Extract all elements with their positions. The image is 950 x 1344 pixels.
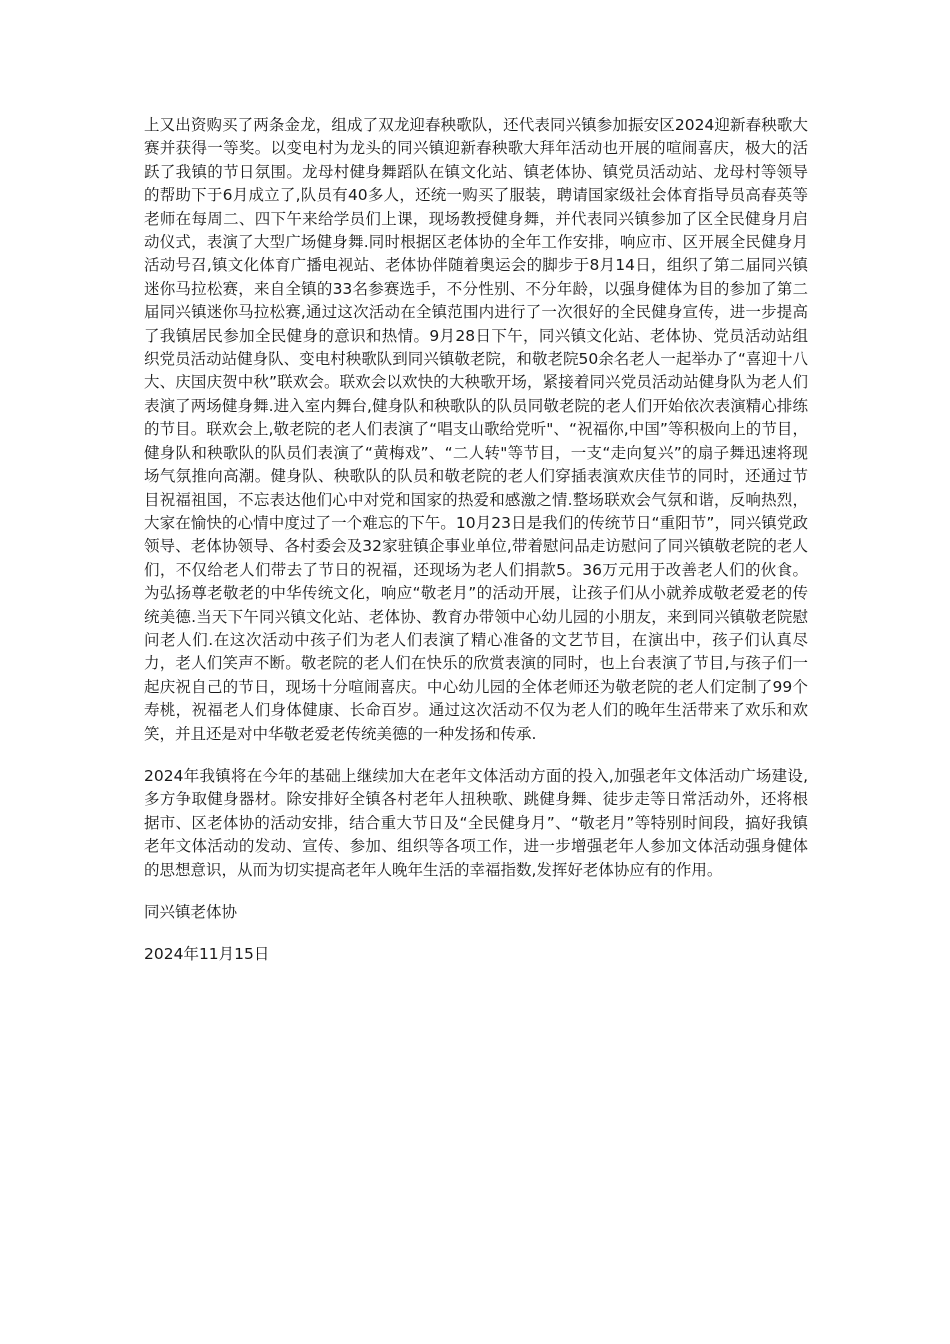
signature-line: 同兴镇老体协 (144, 903, 238, 921)
body-paragraph-1: 上又出资购买了两条金龙，组成了双龙迎春秧歌队，还代表同兴镇参加振安区2024迎新春秧歌大赛并获得一等奖。以变电村为龙头的同兴镇迎新春秧歌大拜年活动也开展的喧闹喜庆，极大的活跃了我镇的节日氛围。龙母村健身舞蹈队在镇文化站、镇老体协、镇党员活动站、龙母村等领导的帮助下于6月成立了,队员有40多人，还统一购买了服装，聘请国家级社会体育指导员高春英等老师在每周二、四下午来给学员们上课，现场教授健身舞，并代表同兴镇参加了区全民健身月启动仪式，表演了大型广场健身舞.同时根据区老体协的全年工作安排，响应市、区开展全民健身月活动号召,镇文化体育广播电视站、老体协伴随着奥运会的脚步于8月14日，组织了第二届同兴镇迷你马拉松赛，来自全镇的33名参赛选手，不分性别、不分年龄，以强身健体为目的参加了第二届同兴镇迷你马拉松赛,通过这次活动在全镇范围内进行了一次很好的全民健身宣传，进一步提高了我镇居民参加全民健身的意识和热情。9月28日下午，同兴镇文化站、老体协、党员活动站组织党员活动站健身队、变电村秧歌队到同兴镇敬老院，和敬老院50余名老人一起举办了“喜迎十八大、庆国庆贺中秋”联欢会。联欢会以欢快的大秧歌开场，紧接着同兴党员活动站健身队为老人们表演了两场健身舞.进入室内舞台,健身队和秧歌队的队员同敬老院的老人们开始依次表演精心排练的节目。联欢会上,敬老院的老人们表演了“唱支山歌给党听"、“祝福你,中国”等积极向上的节目，健身队和秧歌队的队员们表演了“黄梅戏”、“二人转"等节目，一支“走向复兴”的扇子舞迅速将现场气氛推向高潮。健身队、秧歌队的队员和敬老院的老人们穿插表演欢庆佳节的同时，还通过节目祝福祖国，不忘表达他们心中对党和国家的热爱和感激之情.整场联欢会气氛和谐，反响热烈，大家在愉快的心情中度过了一个难忘的下午。10月23日是我们的传统节日“重阳节”，同兴镇党政领导、老体协领导、各村委会及32家驻镇企事业单位,带着慰问品走访慰问了同兴镇敬老院的老人们，不仅给老人们带去了节日的祝福，还现场为老人们捐款5。36万元用于改善老人们的伙食。为弘扬尊老敬老的中华传统文化，响应“敬老月”的活动开展，让孩子们从小就养成敬老爱老的传统美德.当天下午同兴镇文化站、老体协、教育办带领中心幼儿园的小朋友，来到同兴镇敬老院慰问老人们.在这次活动中孩子们为老人们表演了精心准备的文艺节目，在演出中，孩子们认真尽力，老人们笑声不断。敬老院的老人们在快乐的欣赏表演的同时，也上台表演了节目,与孩子们一起庆祝自己的节日，现场十分喧闹喜庆。中心幼儿园的全体老师还为敬老院的老人们定制了99个寿桃，祝福老人们身体健康、长命百岁。通过这次活动不仅为老人们的晚年生活带来了欢乐和欢笑，并且还是对中华敬老爱老传统美德的一种发扬和传承. (144, 116, 808, 743)
date-line: 2024年11月15日 (144, 945, 270, 964)
document-body (144, 114, 808, 967)
body-paragraph-2: 2024年我镇将在今年的基础上继续加大在老年文体活动方面的投入,加强老年文体活动广场建设,多方争取健身器材。除安排好全镇各村老年人扭秧歌、跳健身舞、徒步走等日常活动外，还将根据市、区老体协的活动安排，结合重大节日及“全民健身月”、“敬老月”等特别时间段，搞好我镇老年文体活动的发动、宣传、参加、组织等各项工作，进一步增强老年人参加文体活动强身健体的思想意识，从而为切实提高老年人晚年生活的幸福指数,发挥好老体协应有的作用。 (144, 766, 808, 879)
paragraph-gap (144, 882, 808, 901)
paragraph-gap (144, 924, 808, 943)
paragraph-gap (144, 746, 808, 765)
